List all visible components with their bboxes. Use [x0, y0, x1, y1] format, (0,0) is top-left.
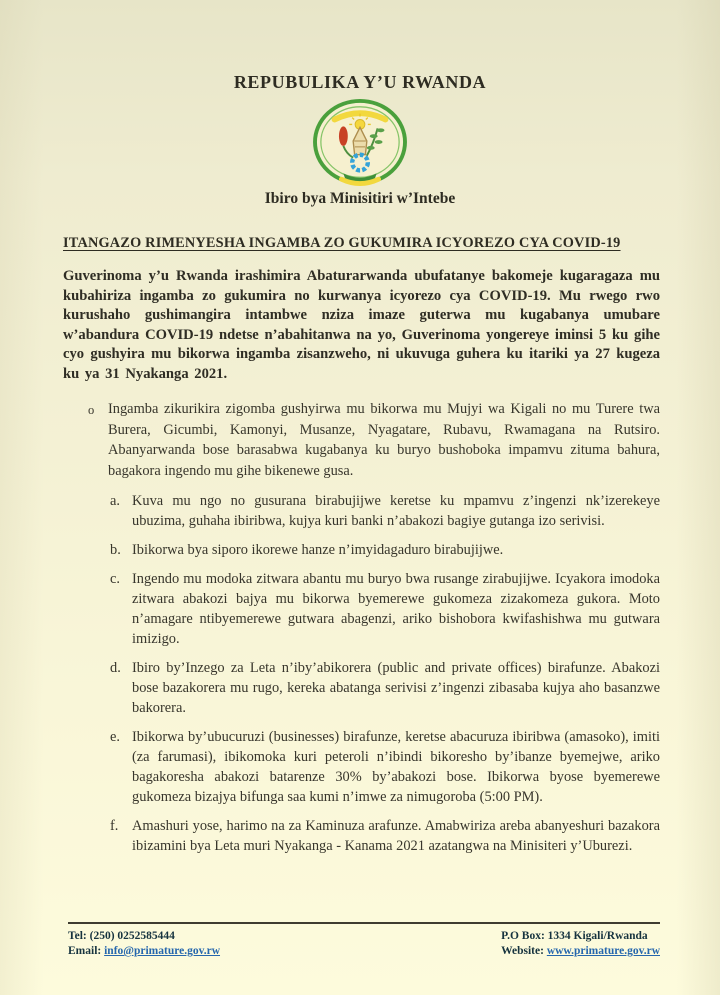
tel-label: Tel: [68, 930, 87, 942]
office-title: Ibiro bya Minisitiri w’Intebe [264, 190, 456, 207]
pobox-value: 1334 Kigali/Rwanda [547, 930, 648, 942]
website-label: Website: [501, 945, 544, 957]
tel-value: (250) 0252585444 [89, 930, 175, 942]
list-item [110, 540, 660, 560]
list-item-marker: c. [110, 571, 120, 587]
list-item [110, 658, 660, 718]
bullet-marker: o [88, 403, 95, 417]
list-item-marker: a. [110, 493, 120, 509]
list-item-text: Ingendo mu modoka zitwara abantu mu buryo bwa rusange zirabujijwe. Icyakora imodoka zitwara abakozi bajya mu bikorwa byemerewe gukomeza zizakomeza gukora. Moto n’amagare ntibyemerewe gutwara abagenzi, ariko bishobora kwifashishwa mu gutwara imizigo. [132, 571, 660, 647]
republic-title: REPUBULIKA Y’U RWANDA [233, 72, 487, 92]
pobox-label: P.O Box: [501, 930, 545, 942]
website-line [501, 944, 660, 959]
list-item-marker: b. [110, 542, 121, 558]
bullet-item [88, 399, 660, 481]
document-body [0, 235, 720, 856]
email-line [68, 944, 220, 959]
intro-paragraph: Guverinoma y’u Rwanda irashimira Abaturarwanda ubufatanye bakomeje kugaragaza mu kubahiriza ingamba zo gukumira no kurwanya icyorezo cya COVID-19. Mu rwego rwo kurushaho gushimangira intambwe nziza imaze guterwa mu kugabanya umubare w’abandura COVID-19 ndetse n’abahitanwa na yo, Guverinoma yongereye iminsi 5 ku gihe cyo gushyira mu bikorwa ingamba zisanzweho, ni ukuvuga guhera ku itariki ya 27 kugeza ku ya 31 Nyakanga 2021. [63, 268, 660, 382]
measures-list [110, 491, 660, 856]
list-item-marker: e. [110, 729, 120, 745]
pobox-line [501, 929, 660, 944]
list-item-text: Kuva mu ngo no gusurana birabujijwe keretse ku mpamvu z’ingenzi nk’izerekeye ubuzima, guhaha ibiribwa, kujya kuri banki n’abakozi bagiye gutanga izo serivisi. [132, 493, 660, 529]
tel-line [68, 929, 220, 944]
email-label: Email: [68, 945, 102, 957]
rwanda-coat-of-arms-icon [310, 98, 410, 188]
footer-contact-left [68, 929, 220, 959]
announcement-title: ITANGAZO RIMENYESHA INGAMBA ZO GUKUMIRA ICYOREZO CYA COVID-19 [63, 235, 621, 251]
bullet-text: Ingamba zikurikira zigomba gushyirwa mu bikorwa mu Mujyi wa Kigali no mu Turere twa Burera, Gicumbi, Kamonyi, Musanze, Nyagatare, Rubavu, Rwamagana na Rutsiro. Abanyarwanda bose barasabwa kugabanya ku buryo bushoboka impamvu zituma bahura, bagakora ingendo mu gihe bikenewe gusa. [108, 401, 660, 479]
letterhead-footer [68, 922, 660, 959]
letterhead [0, 0, 720, 208]
list-item [110, 491, 660, 531]
list-item-marker: d. [110, 660, 121, 676]
list-item [110, 569, 660, 649]
list-item-marker: f. [110, 818, 119, 834]
footer-contact-right [501, 929, 660, 959]
website-link[interactable]: www.primature.gov.rw [546, 945, 660, 957]
email-link[interactable]: info@primature.gov.rw [104, 945, 221, 957]
list-item [110, 816, 660, 856]
list-item-text: Amashuri yose, harimo na za Kaminuza arafunze. Amabwiriza areba abanyeshuri bazakora ibizamini bya Leta muri Nyakanga - Kanama 2021 azatangwa na Minisiteri y’Uburezi. [132, 818, 660, 854]
list-item-text: Ibiro by’Inzego za Leta n’iby’abikorera (public and private offices) birafunze. Abakozi bose bazakorera mu rugo, kereka abatanga serivisi z’ingenzi zibasaba kujya aho basanzwe bakorera. [132, 660, 660, 716]
list-item [110, 727, 660, 807]
list-item-text: Ibikorwa bya siporo ikorewe hanze n’imyidagaduro birabujijwe. [132, 542, 504, 558]
list-item-text: Ibikorwa by’ubucuruzi (businesses) birafunze, keretse abacuruza ibiribwa (amasoko), imiti (za farumasi), ibikomoka kuri peteroli n’ibindi bikoresho by’ibanze byemejwe, ariko bagakoresha abakozi batarenze 30% by’abakozi bose. Ibikorwa byose byemerewe gukomeza bizajya bifunga saa kumi n’imwe za nimugoroba (5:00 PM). [132, 729, 660, 805]
